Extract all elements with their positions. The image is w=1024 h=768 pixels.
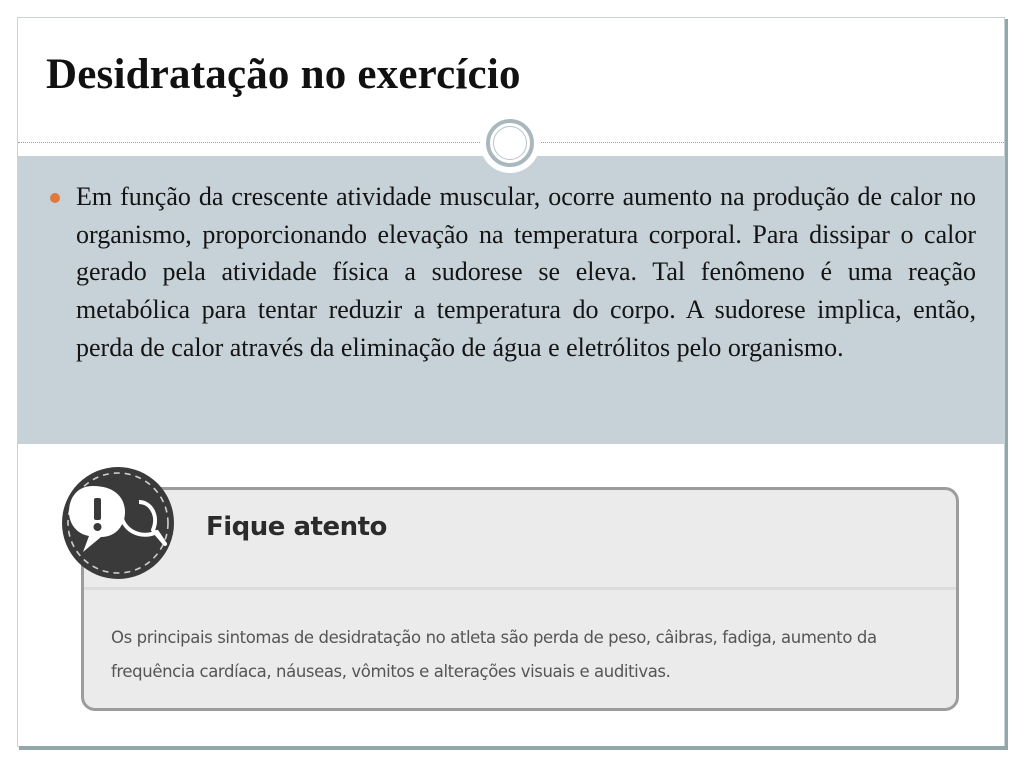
frame-shadow-right [1005,19,1008,749]
callout-divider [84,587,956,590]
bullet-dot [50,193,60,203]
alert-speech-bubbles-icon [61,466,175,580]
frame-shadow-bottom [19,746,1008,750]
bullet-paragraph: Em função da crescente atividade muscular, ocorre aumento na produção de calor no organismo, proporcionando elevação na temperatura corporal. Para dissipar o calor gerado pela atividade física a sudorese se eleva. Tal fenômeno é uma reação metabólica para tentar reduzir a temperatura do corpo. A sudorese implica, então, perda de calor através da eliminação de água e eletrólitos pelo organismo. [76,182,976,362]
slide-title: Desidratação no exercício [46,51,521,98]
callout-text: Os principais sintomas de desidratação no atleta são perda de peso, câibras, fadiga, aumento da frequência cardíaca, náuseas, vômitos e alterações visuais e auditivas. [111,628,877,681]
divider-circle-inner [493,126,527,160]
callout-title: Fique atento [206,512,387,542]
